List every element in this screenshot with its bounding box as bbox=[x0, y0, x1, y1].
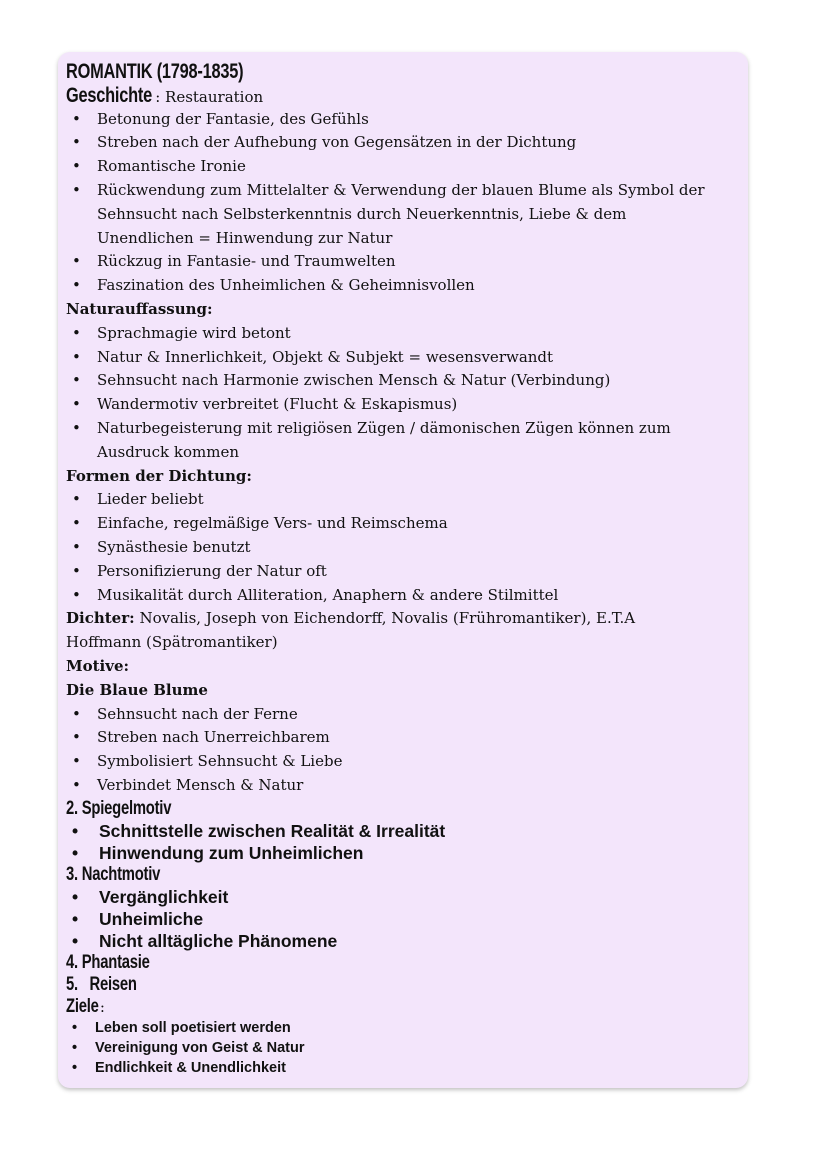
list-item: • Leben soll poetisiert werden bbox=[66, 1018, 746, 1038]
section-heading-ziele: Ziele bbox=[66, 995, 99, 1017]
list-item-continuation: Unendlichen = Hinwendung zur Natur bbox=[97, 228, 393, 247]
list-item: • Romantische Ironie bbox=[66, 155, 746, 179]
list-item: • Synästhesie benutzt bbox=[66, 536, 746, 560]
note-content bbox=[66, 60, 746, 1078]
page-title: ROMANTIK (1798-1835) bbox=[66, 60, 244, 83]
list-item: • Nicht alltägliche Phänomene bbox=[66, 930, 746, 952]
dichter-text-continuation: Hoffmann (Spätromantiker) bbox=[66, 633, 278, 652]
list-item: • Einfache, regelmäßige Vers- und Reimschema bbox=[66, 512, 746, 536]
list-item: • Naturbegeisterung mit religiösen Zügen / dämonischen Zügen können zum bbox=[66, 417, 746, 441]
list-item: • Wandermotiv verbreitet (Flucht & Eskapismus) bbox=[66, 393, 746, 417]
dichter-label: Dichter: bbox=[66, 609, 135, 628]
list-item: • Unheimliche bbox=[66, 908, 746, 930]
list-item: • Verbindet Mensch & Natur bbox=[66, 774, 746, 798]
section-heading-motive: Motive: bbox=[66, 656, 130, 675]
list-item: • Vergänglichkeit bbox=[66, 886, 746, 908]
list-item: • Musikalität durch Alliteration, Anaphern & andere Stilmittel bbox=[66, 584, 746, 608]
subheading-spiegelmotiv: 2. Spiegelmotiv bbox=[66, 797, 172, 819]
list-item: • Hinwendung zum Unheimlichen bbox=[66, 842, 746, 864]
section-heading-formen: Formen der Dichtung: bbox=[66, 466, 252, 485]
list-item-continuation: Ausdruck kommen bbox=[97, 442, 239, 461]
subheading-nachtmotiv: 3. Nachtmotiv bbox=[66, 863, 161, 885]
list-item: • Schnittstelle zwischen Realität & Irrealität bbox=[66, 820, 746, 842]
subheading-phantasie: 4. Phantasie bbox=[66, 951, 150, 973]
list-item-continuation: Sehnsucht nach Selbsterkenntnis durch Neuerkenntnis, Liebe & dem bbox=[97, 204, 627, 223]
list-item: • Sehnsucht nach der Ferne bbox=[66, 703, 746, 727]
list-item: • Lieder beliebt bbox=[66, 488, 746, 512]
list-item: • Sprachmagie wird betont bbox=[66, 322, 746, 346]
list-item: • Symbolisiert Sehnsucht & Liebe bbox=[66, 750, 746, 774]
list-item: • Streben nach Unerreichbarem bbox=[66, 726, 746, 750]
list-item: • Rückzug in Fantasie- und Traumwelten bbox=[66, 250, 746, 274]
list-item: • Betonung der Fantasie, des Gefühls bbox=[66, 108, 746, 132]
list-item: • Vereinigung von Geist & Natur bbox=[66, 1038, 746, 1058]
list-item: • Sehnsucht nach Harmonie zwischen Mensch & Natur (Verbindung) bbox=[66, 369, 746, 393]
section-heading-naturauffassung: Naturauffassung: bbox=[66, 299, 213, 318]
list-item: • Personifizierung der Natur oft bbox=[66, 560, 746, 584]
list-item: • Rückwendung zum Mittelalter & Verwendung der blauen Blume als Symbol der bbox=[66, 179, 746, 203]
list-item: • Natur & Innerlichkeit, Objekt & Subjekt = wesensverwandt bbox=[66, 346, 746, 370]
subheading-reisen: 5. Reisen bbox=[66, 973, 137, 995]
section-heading-geschichte: Geschichte bbox=[66, 83, 152, 107]
geschichte-value: : Restauration bbox=[155, 87, 264, 106]
ziele-colon: : bbox=[99, 997, 105, 1016]
list-item: • Endlichkeit & Unendlichkeit bbox=[66, 1058, 746, 1078]
list-item: • Faszination des Unheimlichen & Geheimnisvollen bbox=[66, 274, 746, 298]
dichter-text: Novalis, Joseph von Eichendorff, Novalis (Frühromantiker), E.T.A bbox=[134, 609, 636, 628]
subheading-blaue-blume: Die Blaue Blume bbox=[66, 680, 208, 699]
list-item: • Streben nach der Aufhebung von Gegensätzen in der Dichtung bbox=[66, 131, 746, 155]
